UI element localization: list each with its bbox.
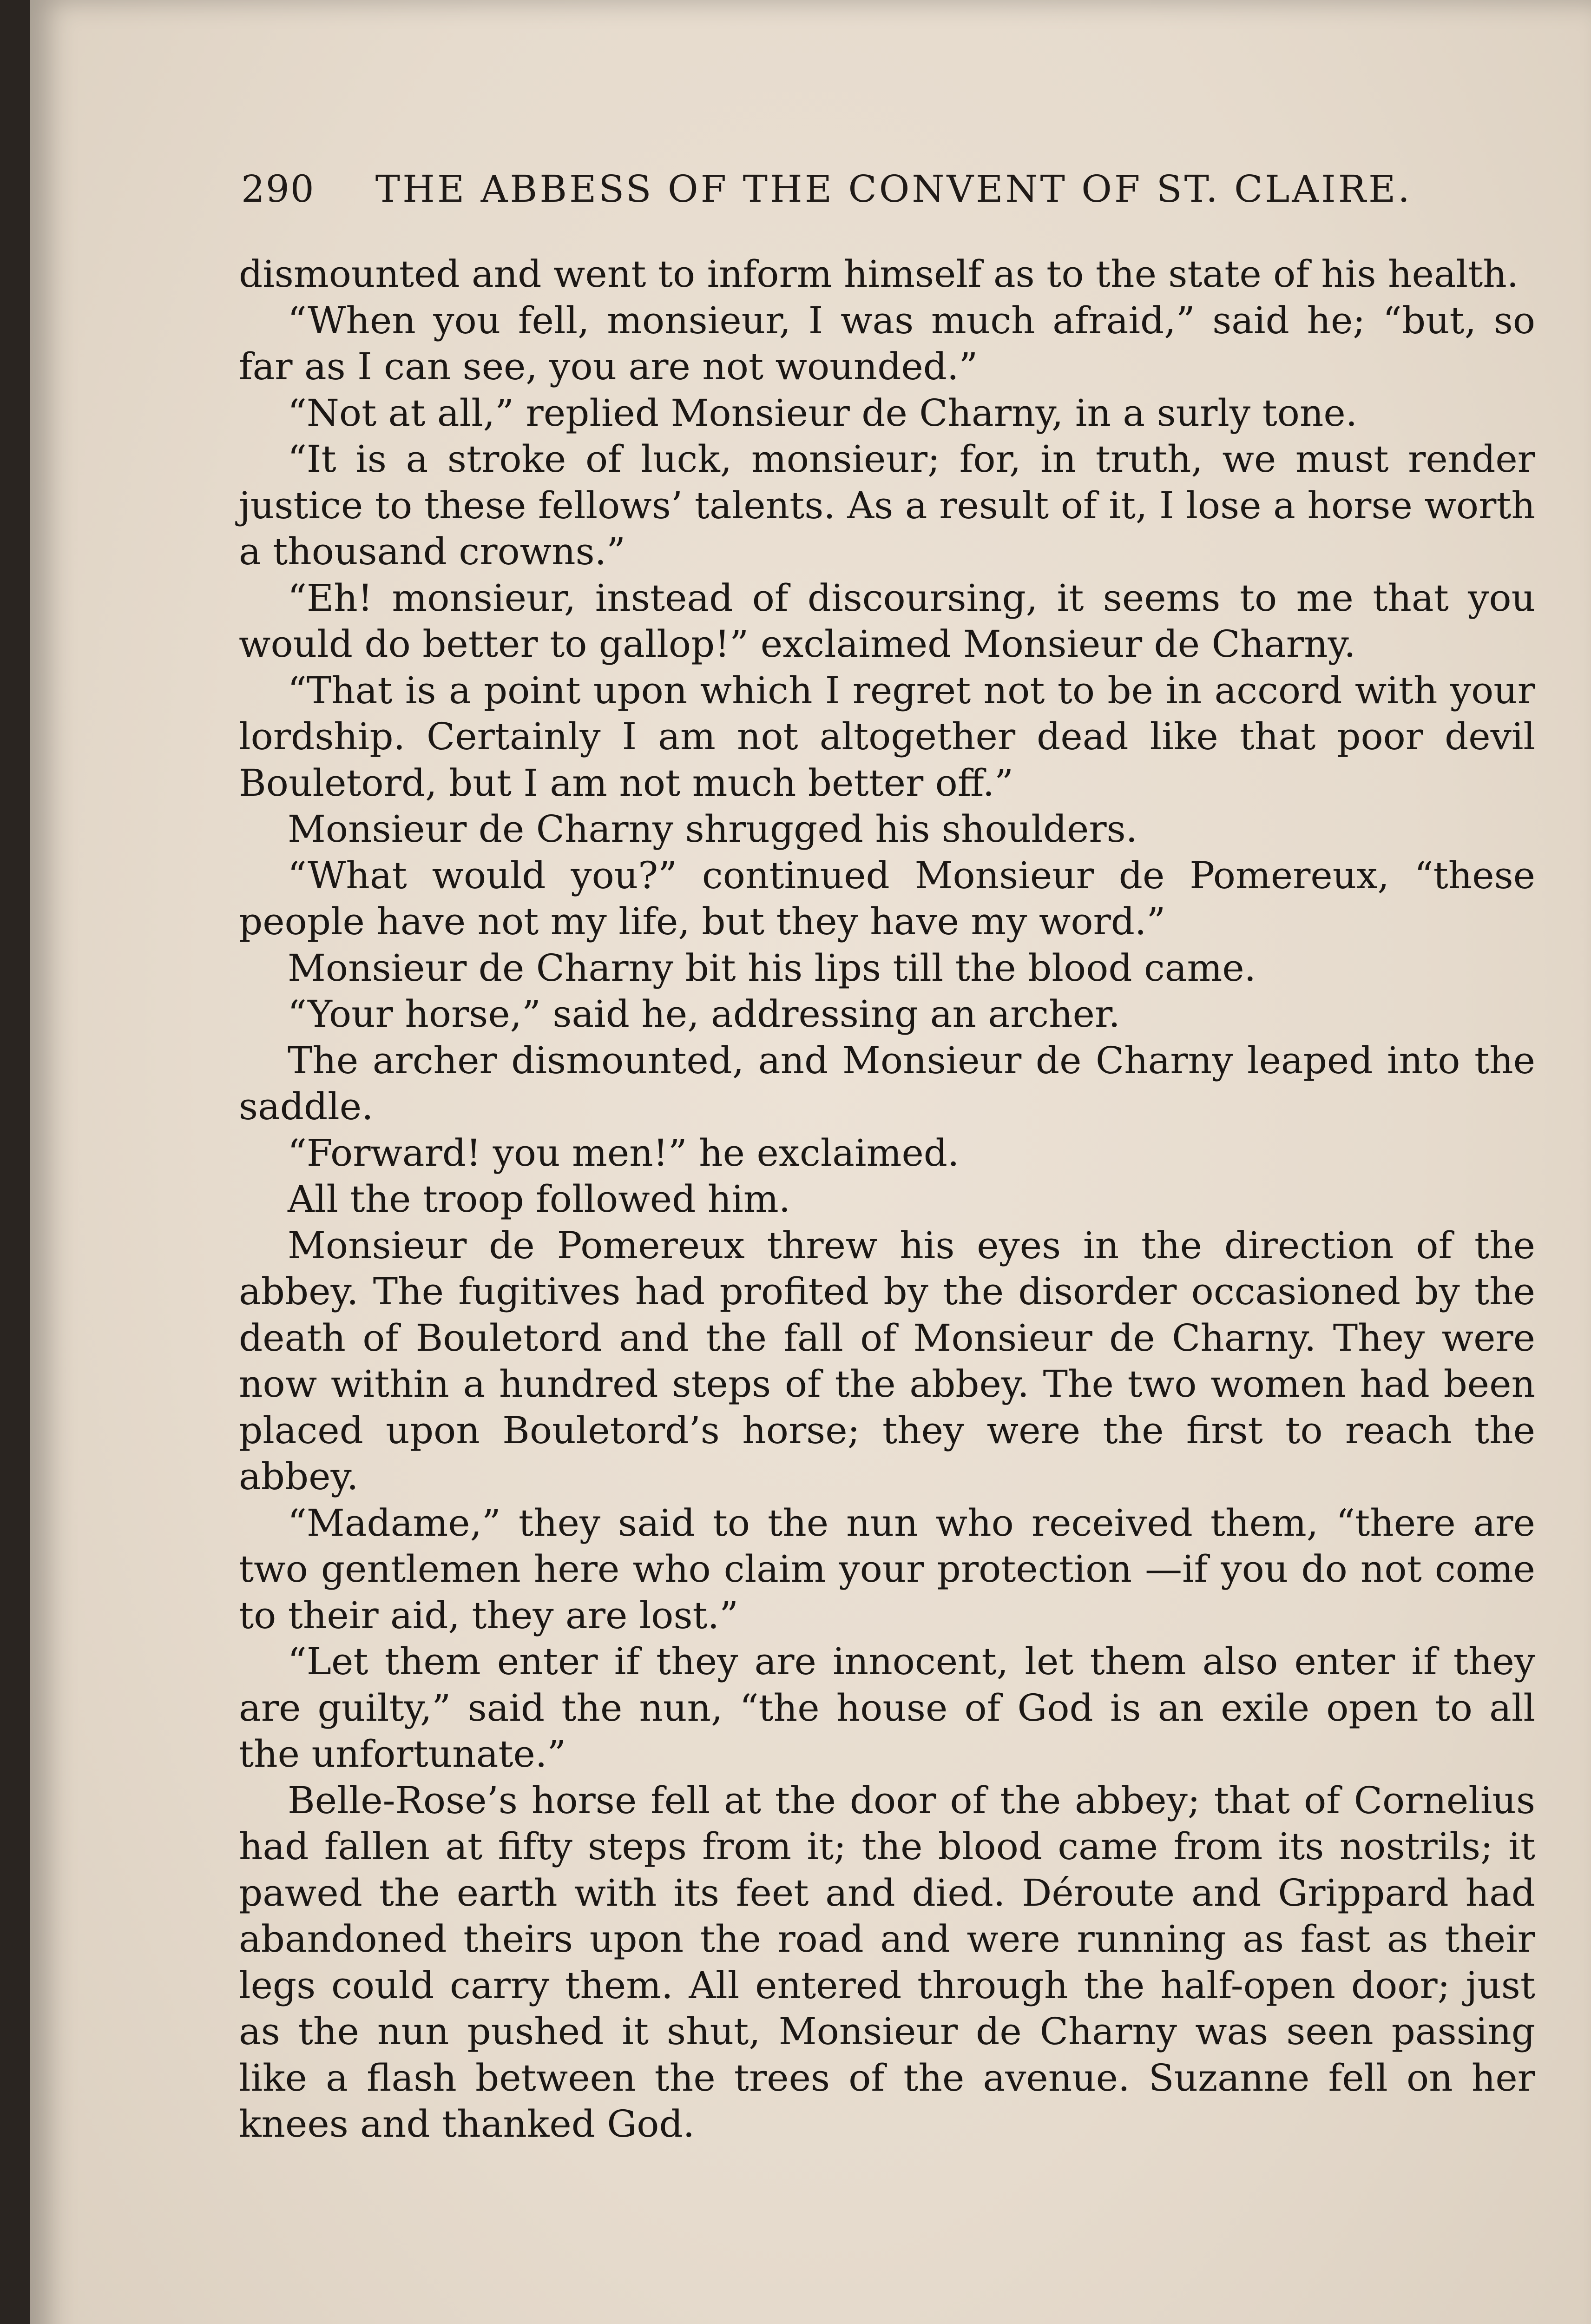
paragraph: “That is a point upon which I regret not to be in accord with your lordship. Certainly I am not altogether dead like that poor devil Bouletord, but I am not much better off.” — [239, 668, 1535, 805]
paragraph: “When you fell, monsieur, I was much afraid,” said he; “but, so far as I can see, you are not wounded.” — [239, 298, 1535, 388]
paragraph: “Your horse,” said he, addressing an archer. — [288, 992, 1120, 1036]
paragraph: Belle-Rose’s horse fell at the door of the abbey; that of Cornelius had fallen at fifty steps from it; the blood came from its nostrils; it pawed the earth with its feet and died. Déroute and Grippard had abandoned theirs upon the road and were running as fast as their legs could carry them. All entered through the half-open door; just as the nun pushed it shut, Monsieur de Charny was seen passing like a flash between the trees of the avenue. Suzanne fell on her knees and thanked God. — [239, 1778, 1535, 2146]
paragraph: “Let them enter if they are innocent, let them also enter if they are guilty,” said the nun, “the house of God is an exile open to all the unfortunate.” — [239, 1640, 1535, 1776]
paragraph: “Not at all,” replied Monsieur de Charny, in a surly tone. — [288, 391, 1358, 435]
paragraph: “It is a stroke of luck, monsieur; for, in truth, we must render justice to these fellows’ talents. As a result of it, I lose a horse worth a thousand crowns.” — [239, 437, 1535, 573]
paragraph: “Forward! you men!” he exclaimed. — [288, 1131, 960, 1175]
page-header — [241, 167, 1431, 211]
paragraph: “Madame,” they said to the nun who received them, “there are two gentlemen here who claim your protection —if you do not come to their aid, they are lost.” — [239, 1501, 1535, 1637]
paragraph: Monsieur de Charny bit his lips till the blood came. — [288, 946, 1256, 990]
page-number: 290 — [241, 167, 315, 211]
paragraph: “Eh! monsieur, instead of discoursing, it seems to me that you would do better to gallop!” exclaimed Monsieur de Charny. — [239, 576, 1535, 666]
paragraph: “What would you?” continued Monsieur de Pomereux, “these people have not my life, but they have my word.” — [239, 853, 1535, 943]
body-text — [239, 251, 1535, 2147]
paragraph: The archer dismounted, and Monsieur de Charny leaped into the saddle. — [239, 1038, 1535, 1128]
paragraph: All the troop followed him. — [288, 1177, 791, 1221]
paragraph: Monsieur de Charny shrugged his shoulders. — [288, 807, 1138, 851]
paragraph: dismounted and went to inform himself as to the state of his health. — [239, 252, 1519, 296]
running-head: THE ABBESS OF THE CONVENT OF ST. CLAIRE. — [375, 167, 1412, 211]
paragraph: Monsieur de Pomereux threw his eyes in the direction of the abbey. The fugitives had profited by the disorder occasioned by the death of Bouletord and the fall of Monsieur de Charny. They were now within a hundred steps of the abbey. The two women had been placed upon Bouletord’s horse; they were the first to reach the abbey. — [239, 1223, 1535, 1498]
